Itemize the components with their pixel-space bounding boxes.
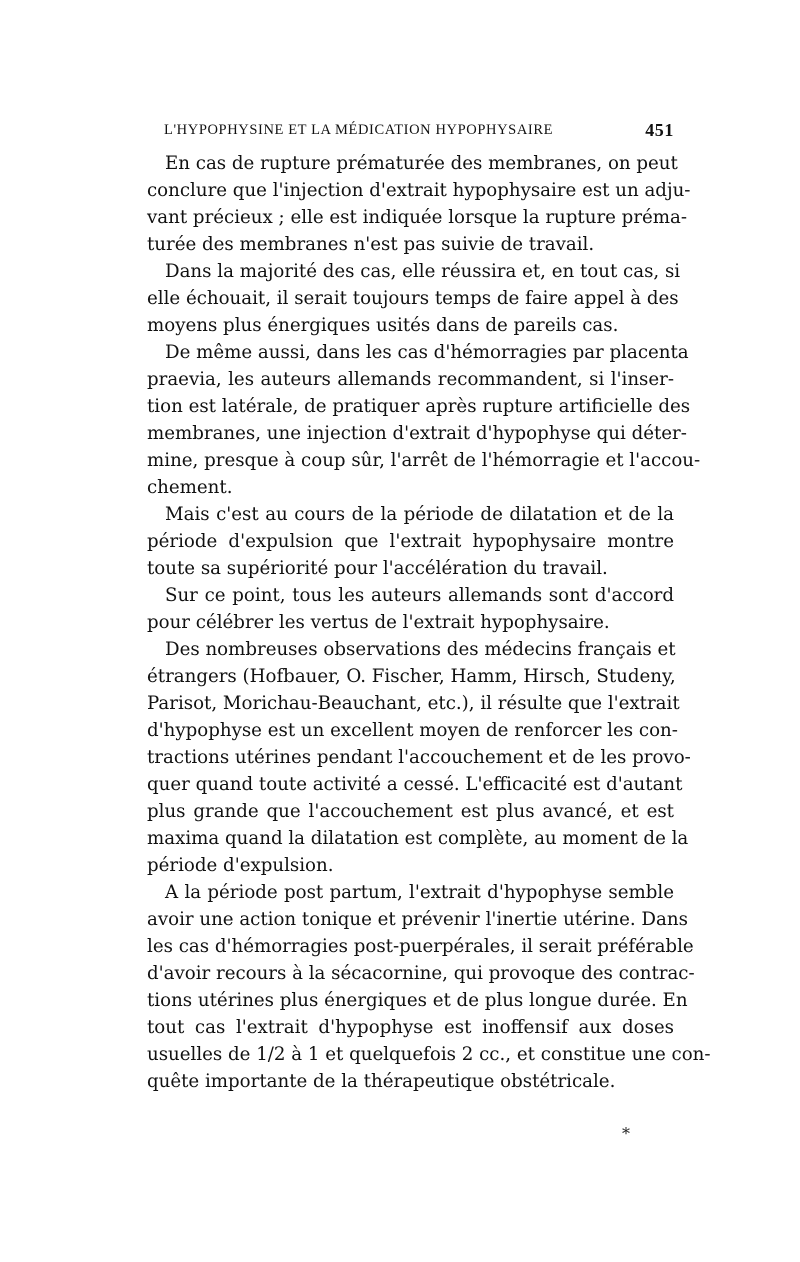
paragraph (129, 150, 691, 258)
paragraph (129, 879, 711, 1095)
text-line: En cas de rupture prématurée des membranes, on peut (165, 153, 678, 174)
text-line: Dans la majorité des cas, elle réussira et, en tout cas, si (165, 261, 681, 282)
paragraph (129, 339, 701, 501)
text-line: période d'expulsion que l'extrait hypophysaire montre (147, 531, 674, 552)
text-line: période d'expulsion. (147, 855, 334, 876)
running-head-title: L'HYPOPHYSINE ET LA MÉDICATION HYPOPHYSAIRE (164, 122, 554, 138)
text-line: Des nombreuses observations des médecins français et (165, 639, 676, 660)
text-line: usuelles de 1/2 à 1 et quelquefois 2 cc., et constitue une con- (147, 1044, 711, 1065)
paragraph (129, 258, 681, 339)
running-head (164, 118, 674, 142)
text-line: praevia, les auteurs allemands recommandent, si l'inser- (147, 369, 674, 390)
text-line: d'hypophyse est un excellent moyen de renforcer les con- (147, 720, 678, 741)
text-line: tion est latérale, de pratiquer après rupture artificielle des (147, 396, 691, 417)
text-line: Parisot, Morichau-Beauchant, etc.), il résulte que l'extrait (147, 693, 680, 714)
text-line: étrangers (Hofbauer, O. Fischer, Hamm, Hirsch, Studeny, (147, 666, 676, 687)
text-line: chement. (147, 477, 233, 498)
text-line: tout cas l'extrait d'hypophyse est inoffensif aux doses (147, 1017, 674, 1038)
text-line: maxima quand la dilatation est complète, au moment de la (147, 828, 689, 849)
text-line: Mais c'est au cours de la période de dilatation et de la (165, 504, 674, 525)
text-line: plus grande que l'accouchement est plus avancé, et est (147, 801, 674, 822)
text-line: turée des membranes n'est pas suivie de travail. (147, 234, 595, 255)
text-line: vant précieux ; elle est indiquée lorsque la rupture préma- (147, 207, 688, 228)
text-line: De même aussi, dans les cas d'hémorragies par placenta (165, 342, 689, 363)
paragraph (129, 501, 674, 582)
text-line: d'avoir recours à la sécacornine, qui provoque des contrac- (147, 963, 695, 984)
text-line: quête importante de la thérapeutique obstétricale. (147, 1071, 616, 1092)
text-line: A la période post partum, l'extrait d'hypophyse semble (165, 882, 674, 903)
text-line: Sur ce point, tous les auteurs allemands sont d'accord (165, 585, 674, 606)
paragraph (129, 582, 674, 636)
text-line: tions utérines plus énergiques et de plus longue durée. En (147, 990, 688, 1011)
text-line: elle échouait, il serait toujours temps de faire appel à des (147, 288, 679, 309)
text-line: membranes, une injection d'extrait d'hypophyse qui déter- (147, 423, 687, 444)
text-line: les cas d'hémorragies post-puerpérales, il serait préférable (147, 936, 694, 957)
paragraph (129, 636, 691, 879)
text-line: conclure que l'injection d'extrait hypophysaire est un adju- (147, 180, 691, 201)
body-text (129, 150, 711, 1095)
text-line: avoir une action tonique et prévenir l'inertie utérine. Dans (147, 909, 688, 930)
text-line: quer quand toute activité a cessé. L'efficacité est d'autant (147, 774, 683, 795)
text-line: moyens plus énergiques usités dans de pareils cas. (147, 315, 619, 336)
text-line: tractions utérines pendant l'accouchement et de les provo- (147, 747, 691, 768)
page-number: 451 (645, 120, 674, 140)
text-line: pour célébrer les vertus de l'extrait hypophysaire. (147, 612, 610, 633)
text-line: mine, presque à coup sûr, l'arrêt de l'hémorragie et l'accou- (147, 450, 701, 471)
end-mark: * (622, 1124, 630, 1143)
text-line: toute sa supériorité pour l'accélération du travail. (147, 558, 608, 579)
